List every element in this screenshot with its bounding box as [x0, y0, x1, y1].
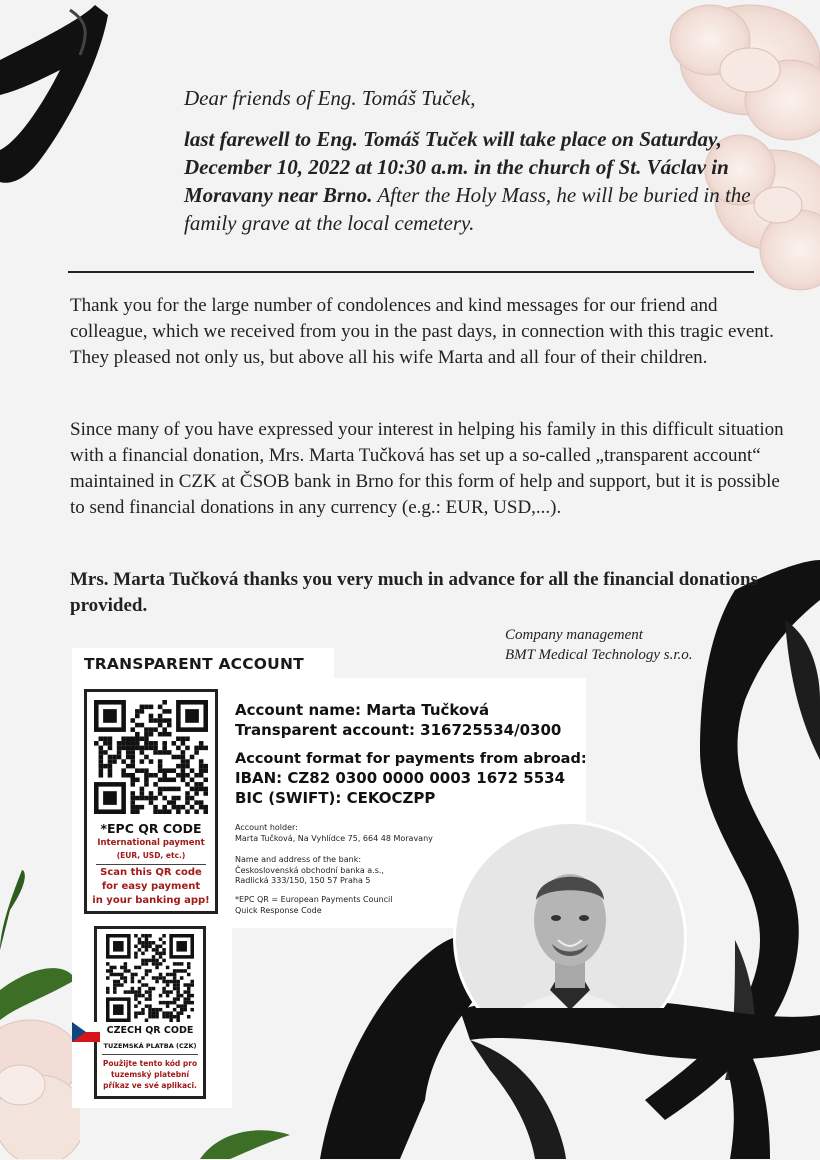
epc-qr-sub1: International payment	[97, 838, 205, 848]
greeting: Dear friends of Eng. Tomáš Tuček,	[184, 86, 476, 110]
announcement-rest: After the Holy Mass, he will be buried in the family grave at the local cemetery.	[184, 183, 751, 235]
holder-label: Account holder:	[235, 823, 298, 832]
divider-line	[68, 271, 754, 273]
bank-address: Radlická 333/150, 150 57 Praha 5	[235, 876, 371, 885]
portrait-photo-icon	[452, 820, 688, 1008]
epc-line-2: Quick Response Code	[235, 905, 322, 915]
condolence-paragraph: Thank you for the large number of condolences and kind messages for our friend and colleague, which we received from you in the past days, in connection with this tragic event. They pleased not only us, but above all his wife Marta and all four of their children.	[70, 295, 774, 368]
abroad-title: Account format for payments from abroad:	[235, 751, 587, 767]
decorative-flowers-bottom-left	[0, 870, 80, 1159]
czech-qr-instructions	[94, 1058, 206, 1091]
epc-qr-instructions	[84, 866, 218, 908]
czech-line-2: tuzemský platební	[110, 1070, 190, 1079]
thanks-paragraph: Mrs. Marta Tučková thanks you very much in advance for all the financial donations provided.	[70, 569, 758, 616]
bank-name: Československá obchodní banka a.s.,	[235, 865, 384, 875]
czech-qr-separator	[102, 1054, 198, 1055]
account-details	[235, 700, 561, 740]
epc-qr-separator	[96, 864, 206, 865]
czech-qr-label: CZECH QR CODE	[106, 1025, 194, 1036]
scan-line-1: Scan this QR code	[100, 867, 202, 878]
czech-qr-code-icon[interactable]	[106, 934, 194, 1022]
signature-line-1: Company management	[505, 627, 643, 643]
bank-label: Name and address of the bank:	[235, 855, 362, 864]
epc-line-1: *EPC QR = European Payments Council	[235, 895, 393, 904]
announcement-bold: last farewell to Eng. Tomáš Tuček will take place on Saturday, December 10, 2022 at 10:30 a.m. in the church of St. Václav in Moravany near Brno.	[184, 127, 729, 207]
czech-line-1: Použijte tento kód pro	[102, 1059, 198, 1068]
holder-value: Marta Tučková, Na Vyhlídce 75, 664 48 Moravany	[235, 833, 433, 843]
scan-line-3: in your banking app!	[92, 895, 210, 906]
transparent-account-number: Transparent account: 316725534/0300	[235, 721, 562, 739]
czech-qr-sub: TUZEMSKÁ PLATBA (CZK)	[103, 1042, 197, 1050]
scan-line-2: for easy payment	[101, 881, 201, 892]
iban[interactable]: IBAN: CZ82 0300 0000 0003 1672 5534	[235, 769, 566, 787]
epc-footnote	[235, 895, 393, 916]
bank-info	[235, 855, 384, 887]
account-name: Account name: Marta Tučková	[235, 701, 490, 719]
epc-qr-sub2: (EUR, USD, etc.)	[116, 851, 186, 860]
epc-qr-label: *EPC QR CODE	[100, 821, 202, 836]
donation-paragraph: Since many of you have expressed your interest in helping his family in this difficult situation with a financial donation, Mrs. Marta Tučková has set up a so-called „transparent account“ maintained in CZK at ČSOB bank in Brno for this form of help and support, but it is possible to send financial donations in any currency (e.g.: EUR, USD,...).	[70, 419, 784, 518]
account-section-title: TRANSPARENT ACCOUNT	[84, 655, 304, 673]
decorative-leaf-bottom	[200, 1120, 290, 1159]
funeral-announcement	[184, 125, 764, 237]
signature	[505, 625, 693, 665]
bic[interactable]: BIC (SWIFT): CEKOCZPP	[235, 789, 436, 807]
account-holder	[235, 823, 433, 844]
ribbon-top-left	[0, 0, 120, 190]
czech-line-3: příkaz ve své aplikaci.	[103, 1081, 197, 1090]
epc-qr-code-icon[interactable]	[94, 700, 208, 814]
abroad-payment-details	[235, 750, 587, 809]
signature-line-2: BMT Medical Technology s.r.o.	[505, 647, 693, 663]
